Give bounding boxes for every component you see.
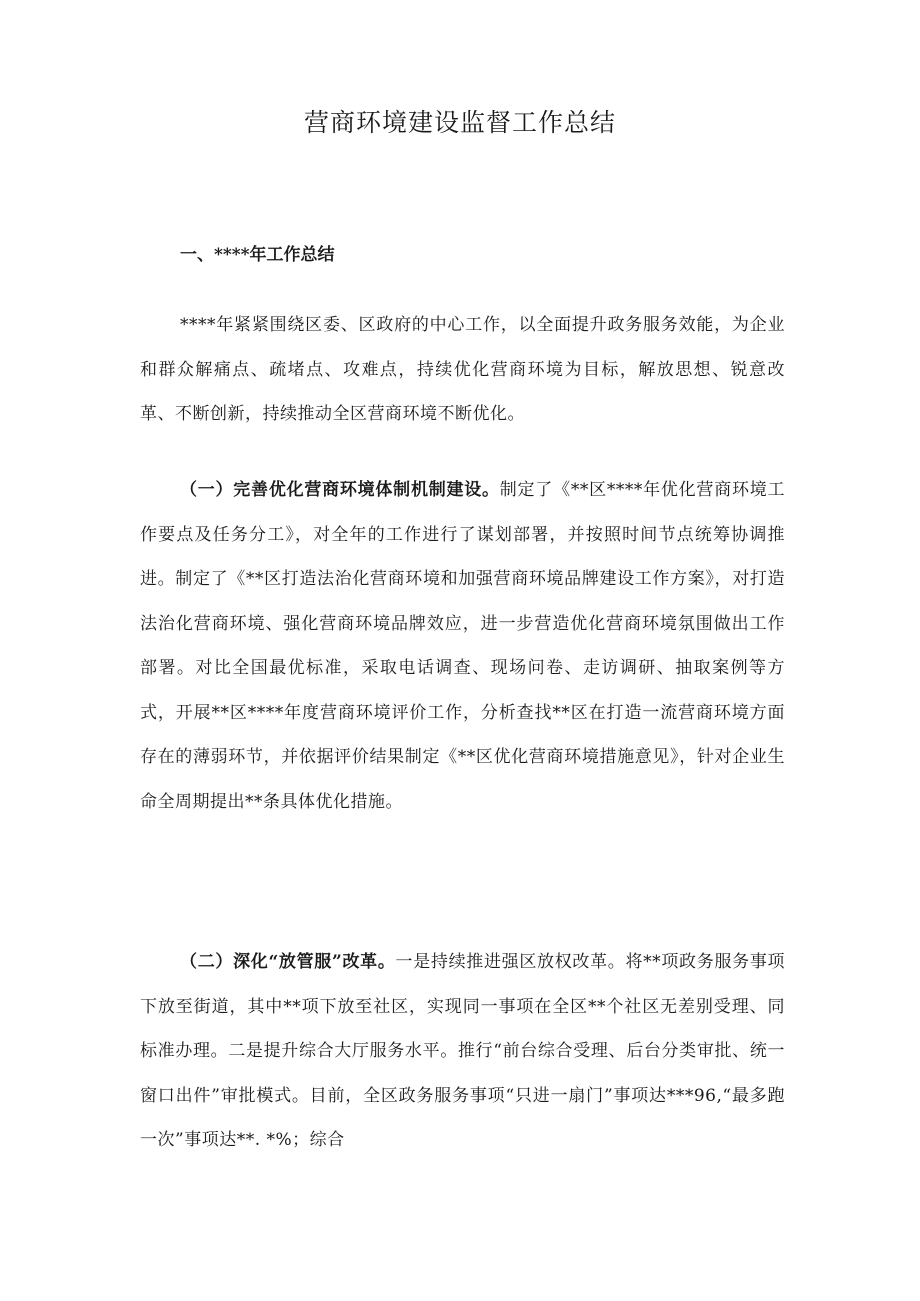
paragraph-intro [140, 303, 785, 437]
paragraph-body: 一是持续推进强区放权改革。将**项政务服务事项下放至街道，其中**项下放至社区，实现同一事项在全区**个社区无差别受理、同标准办理。二是提升综合大厅服务水平。推行“前台综合受理、后台分类审批、统一窗口出件”审批模式。目前，全区政务服务事项“只进一扇门”事项达***96,“最多跑一次”事项达**. *%；综合 [140, 952, 786, 1150]
paragraph-reform [140, 940, 785, 1163]
paragraph-lead: （二）深化“放管服”改革。 [180, 952, 396, 972]
section-heading: 一、****年工作总结 [180, 245, 335, 265]
paragraph-body: ****年紧紧围绕区委、区政府的中心工作，以全面提升政务服务效能，为企业和群众解痛点、疏堵点、攻难点，持续优化营商环境为目标，解放思想、锐意改革、不断创新，持续推动全区营商环境不断优化。 [140, 315, 785, 424]
document-title: 营商环境建设监督工作总结 [303, 108, 616, 137]
paragraph-mechanism [140, 468, 785, 824]
paragraph-lead: （一）完善优化营商环境体制机制建设。 [180, 480, 500, 500]
paragraph-body: 制定了《**区****年优化营商环境工作要点及任务分工》，对全年的工作进行了谋划部署，并按照时间节点统筹协调推进。制定了《**区打造法治化营商环境和加强营商环境品牌建设工作方案》，对打造法治化营商环境、强化营商环境品牌效应，进一步营造优化营商环境氛围做出工作部署。对比全国最优标准，采取电话调查、现场问卷、走访调研、抽取案例等方式，开展**区****年度营商环境评价工作，分析查找**区在打造一流营商环境方面存在的薄弱环节，并依据评价结果制定《**区优化营商环境措施意见》，针对企业生命全周期提出**条具体优化措施。 [140, 480, 785, 812]
